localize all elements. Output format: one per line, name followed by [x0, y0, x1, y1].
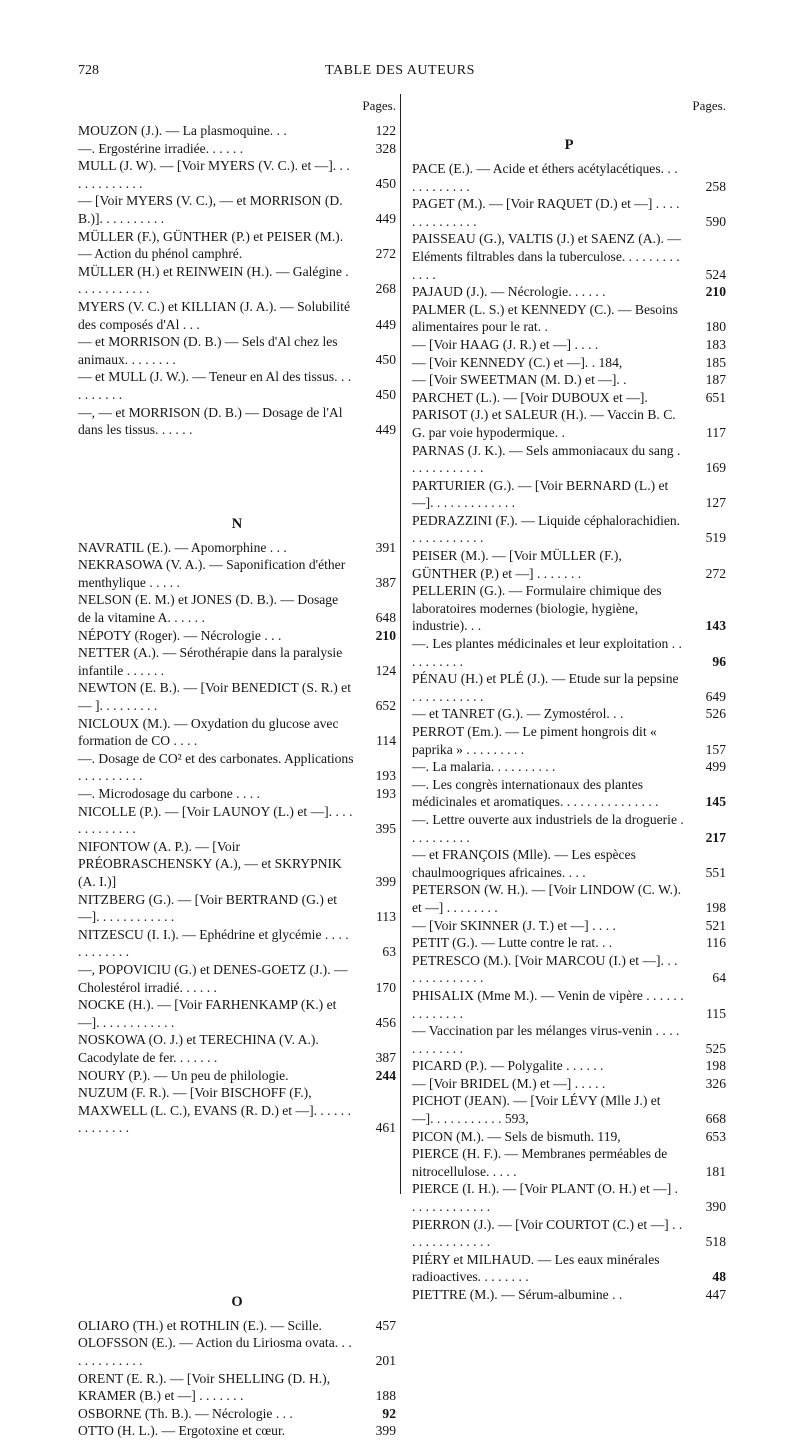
index-entry: [412, 160, 726, 195]
index-entry: [412, 846, 726, 881]
index-entry: [78, 140, 396, 158]
entry-text: OTTO (H. L.). — Ergotoxine et cœur.: [78, 1423, 286, 1439]
index-entry: [78, 333, 396, 368]
entry-page-number: 272: [375, 246, 396, 262]
entry-text: — [Voir SKINNER (J. T.) et —] . . . .: [412, 917, 616, 933]
entry-text: MÜLLER (F.), GÜNTHER (P.) et PEISER (M.). — Action du phénol camphré.: [78, 228, 344, 262]
entry-text: PERROT (Em.). — Le piment hongrois dit « paprika » . . . . . . . . .: [412, 724, 657, 757]
entry-text: NITZBERG (G.). — [Voir BERTRAND (G.) et —]. . . . . . . . . . . .: [78, 891, 338, 925]
entry-page-number: 210: [705, 284, 726, 300]
entry-text: — et MULL (J. W.). — Teneur en Al des tissus. . . . . . . . . .: [78, 369, 352, 402]
index-entry: [78, 1370, 396, 1405]
entry-page-number: 217: [705, 829, 726, 845]
entry-page-number: 648: [375, 610, 396, 626]
entry-page-number: 193: [375, 768, 396, 784]
entry-page-number: 193: [375, 786, 396, 801]
index-entry: [78, 961, 396, 996]
left-column: [78, 96, 396, 1440]
index-entry: [412, 705, 726, 723]
entry-text: PIETTRE (M.). — Sérum-albumine . .: [412, 1287, 623, 1302]
entry-text: PIÉRY et MILHAUD. — Les eaux minérales radioactives. . . . . . . .: [412, 1251, 660, 1285]
entry-page-number: 449: [375, 210, 396, 226]
entry-page-number: 668: [705, 1111, 726, 1127]
entry-text: —, — et MORRISON (D. B.) — Dosage de l'Al dans les tissus. . . . . .: [78, 404, 343, 438]
entry-text: PIERRON (J.). — [Voir COURTOT (C.) et —] . . . . . . . . . . . . . .: [412, 1216, 683, 1250]
entry-page-number: 499: [705, 759, 726, 775]
entry-page-number: 170: [375, 979, 396, 995]
entry-page-number: 258: [705, 178, 726, 194]
entry-text: PALMER (L. S.) et KENNEDY (C.). — Besoins alimentaires pour le rat. .: [412, 301, 678, 335]
index-entry: [412, 354, 726, 372]
index-entry: [412, 406, 726, 441]
entry-page-number: 124: [375, 662, 396, 678]
entry-text: NITZESCU (I. I.). — Ephédrine et glycémie . . . . . . . . . . . .: [78, 926, 349, 960]
index-entry: [78, 1317, 396, 1335]
entry-page-number: 116: [706, 935, 726, 951]
entry-page-number: 328: [375, 140, 396, 156]
entry-text: MOUZON (J.). — La plasmoquine. . .: [78, 123, 287, 138]
running-title: TABLE DES AUTEURS: [325, 63, 475, 78]
entry-page-number: 210: [375, 627, 396, 643]
entry-text: NAVRATIL (E.). — Apomorphine . . .: [78, 539, 287, 555]
entry-text: PARNAS (J. K.). — Sels ammoniacaux du sang . . . . . . . . . . . .: [412, 442, 681, 476]
entry-page-number: 450: [375, 386, 396, 402]
entry-text: PETRESCO (M.). [Voir MARCOU (I.) et —]. . . . . . . . . . . . . .: [412, 952, 678, 986]
index-entry: [412, 230, 726, 283]
entry-page-number: 63: [382, 944, 396, 960]
entry-page-number: 96: [712, 653, 726, 669]
entry-text: — Vaccination par les mélanges virus-venin . . . . . . . . . . . .: [412, 1023, 680, 1056]
entry-text: NEWTON (E. B.). — [Voir BENEDICT (S. R.) et — ]. . . . . . . . .: [78, 680, 351, 714]
entry-page-number: 169: [705, 460, 726, 476]
index-entry: [412, 1251, 726, 1286]
index-entry: [412, 301, 726, 336]
entry-page-number: 387: [375, 1049, 396, 1065]
entry-page-number: 387: [375, 574, 396, 590]
index-entry: [78, 122, 396, 140]
index-entry: [412, 195, 726, 230]
entry-page-number: 115: [706, 1005, 726, 1021]
entry-text: —. Les congrès internationaux des plantes médicinales et aromatiques. . . . . . . . . . . . . . .: [412, 776, 659, 810]
entry-text: NOURY (P.). — Un peu de philologie.: [78, 1067, 289, 1083]
index-entry: [78, 627, 396, 645]
entry-page-number: 198: [705, 1058, 726, 1074]
section-letter: O: [231, 1293, 243, 1310]
index-entry: [412, 670, 726, 705]
entry-text: PAGET (M.). — [Voir RAQUET (D.) et —] . . . . . . . . . . . . . .: [412, 196, 680, 229]
index-entry: [412, 1092, 726, 1127]
index-entry: [78, 556, 396, 591]
right-column: [412, 96, 726, 1304]
index-entry: [78, 996, 396, 1031]
index-entry: [78, 1031, 396, 1066]
entry-text: —. Lettre ouverte aux industriels de la droguerie . . . . . . . . . .: [412, 811, 684, 845]
entry-page-number: 180: [705, 319, 726, 335]
entry-page-number: 651: [705, 389, 726, 405]
entry-page-number: 181: [705, 1163, 726, 1179]
entry-page-number: 157: [705, 741, 726, 757]
entry-page-number: 185: [705, 354, 726, 370]
entry-text: PARISOT (J.) et SALEUR (H.). — Vaccin B. C. G. par voie hypodermique. .: [412, 407, 676, 440]
index-entry: [412, 881, 726, 916]
section-letter: P: [564, 137, 574, 153]
entry-page-number: 450: [375, 351, 396, 367]
index-entry: [412, 1145, 726, 1180]
entry-page-number: 449: [375, 422, 396, 438]
entry-text: — [Voir BRIDEL (M.) et —] . . . . .: [412, 1075, 606, 1091]
index-entry: [412, 1286, 726, 1304]
entry-page-number: 268: [375, 281, 396, 297]
entry-page-number: 525: [705, 1040, 726, 1056]
index-entry: [78, 1084, 396, 1137]
index-entry: [78, 750, 396, 785]
entry-text: PARTURIER (G.). — [Voir BERNARD (L.) et —]. . . . . . . . . . . . .: [412, 477, 669, 511]
entry-page-number: 201: [375, 1353, 396, 1369]
index-entry: [78, 591, 396, 626]
entry-page-number: 652: [375, 698, 396, 714]
entry-page-number: 64: [712, 970, 726, 986]
index-entry: [412, 776, 726, 811]
index-entry: [412, 582, 726, 635]
index-entry: [78, 404, 396, 439]
index-entry: [78, 539, 396, 557]
entry-page-number: 518: [705, 1234, 726, 1250]
entry-text: — et FRANÇOIS (Mlle). — Les espèces chaulmoogriques africaines. . . .: [412, 847, 636, 880]
entry-page-number: 187: [705, 372, 726, 388]
index-entry: [78, 838, 396, 891]
entry-text: PICHOT (JEAN). — [Voir LÉVY (Mlle J.) et —]. . . . . . . . . . . 593,: [412, 1093, 661, 1127]
entry-text: MULL (J. W). — [Voir MYERS (V. C.). et —]. . . . . . . . . . . . .: [78, 158, 350, 191]
index-entry: [412, 442, 726, 477]
index-entry: [412, 1057, 726, 1075]
index-entry: [412, 1216, 726, 1251]
index-entry: [78, 228, 396, 263]
entry-page-number: 649: [705, 688, 726, 704]
index-entry: [412, 952, 726, 987]
index-entry: [412, 1022, 726, 1057]
entry-page-number: 524: [705, 266, 726, 282]
entry-page-number: 272: [705, 565, 726, 581]
entry-text: PICON (M.). — Sels de bismuth. 119,: [412, 1128, 621, 1144]
entry-text: ORENT (E. R.). — [Voir SHELLING (D. H.), KRAMER (B.) et —] . . . . . . .: [78, 1370, 331, 1404]
index-entry: [78, 263, 396, 298]
index-entry: [412, 811, 726, 846]
entry-text: NELSON (E. M.) et JONES (D. B.). — Dosage de la vitamine A. . . . . .: [78, 592, 339, 626]
index-entry: [412, 758, 726, 776]
pages-label: Pages.: [362, 98, 396, 113]
entry-text: NÉPOTY (Roger). — Nécrologie . . .: [78, 627, 282, 643]
entry-text: — [Voir HAAG (J. R.) et —] . . . .: [412, 336, 599, 352]
entry-text: NOSKOWA (O. J.) et TERECHINA (V. A.). Cacodylate de fer. . . . . . .: [78, 1032, 319, 1065]
index-entry: [412, 723, 726, 758]
entry-text: PIERCE (I. H.). — [Voir PLANT (O. H.) et —] . . . . . . . . . . . . .: [412, 1181, 679, 1215]
entry-page-number: 326: [705, 1075, 726, 1091]
entry-text: NICLOUX (M.). — Oxydation du glucose avec formation de CO . . . .: [78, 715, 339, 749]
entry-text: —. La malaria. . . . . . . . . .: [412, 759, 556, 775]
entry-text: MYERS (V. C.) et KILLIAN (J. A.). — Solubilité des composés d'Al . . .: [78, 298, 350, 332]
entry-text: OLIARO (TH.) et ROTHLIN (E.). — Scille.: [78, 1317, 322, 1333]
entry-text: NIFONTOW (A. P.). — [Voir PRÉOBRASCHENSKY (A.), — et SKRYPNIK (A. I.)]: [78, 838, 342, 889]
index-entry: [412, 512, 726, 547]
entry-page-number: 198: [705, 899, 726, 915]
index-entry: [412, 389, 726, 407]
entry-page-number: 447: [705, 1287, 726, 1302]
index-entry: [78, 679, 396, 714]
entry-page-number: 92: [382, 1405, 396, 1421]
index-entry: [412, 547, 726, 582]
index-entry: [412, 1075, 726, 1093]
index-entry: [412, 477, 726, 512]
entry-page-number: 390: [705, 1199, 726, 1215]
entry-page-number: 395: [375, 821, 396, 837]
index-entry: [412, 987, 726, 1022]
entry-page-number: 143: [705, 618, 726, 634]
section-letter: N: [231, 515, 243, 532]
entry-text: PÉNAU (H.) et PLÉ (J.). — Etude sur la pepsine . . . . . . . . . . .: [412, 671, 679, 704]
index-entry: [78, 715, 396, 750]
index-entry: [78, 157, 396, 192]
entry-page-number: 526: [705, 706, 726, 722]
entry-text: PAJAUD (J.). — Nécrologie. . . . . .: [412, 284, 606, 300]
entry-text: NOCKE (H.). — [Voir FARHENKAMP (K.) et —]. . . . . . . . . . . .: [78, 997, 337, 1030]
entry-text: — [Voir SWEETMAN (M. D.) et —]. .: [412, 372, 627, 388]
entry-text: —. Les plantes médicinales et leur exploitation . . . . . . . . . .: [412, 636, 682, 669]
entry-text: NUZUM (F. R.). — [Voir BISCHOFF (F.), MAXWELL (L. C.), EVANS (R. D.) et —]. . . . . . . . . . . . . .: [78, 1085, 351, 1136]
entry-page-number: 399: [375, 873, 396, 889]
entry-page-number: 519: [705, 530, 726, 546]
entry-text: OSBORNE (Th. B.). — Nécrologie . . .: [78, 1405, 293, 1421]
entry-text: — et MORRISON (D. B.) — Sels d'Al chez les animaux. . . . . . . .: [78, 334, 338, 367]
index-entry: [412, 934, 726, 952]
index-entry: [78, 1405, 396, 1423]
index-entry: [78, 368, 396, 403]
entry-page-number: 450: [375, 175, 396, 191]
entry-page-number: 48: [712, 1269, 726, 1285]
index-entry: [78, 891, 396, 926]
index-entry: [412, 1180, 726, 1215]
entry-text: —. Microdosage du carbone . . . .: [78, 786, 260, 801]
index-entry: [78, 785, 396, 803]
index-entry: [412, 336, 726, 354]
index-entry: [78, 803, 396, 838]
entry-text: — [Voir MYERS (V. C.), — et MORRISON (D. B.)]. . . . . . . . . .: [78, 193, 343, 226]
index-entry: [412, 1128, 726, 1146]
index-entry: [412, 371, 726, 389]
entry-page-number: 457: [375, 1317, 396, 1333]
entry-page-number: 461: [375, 1120, 396, 1136]
entry-page-number: 114: [376, 733, 396, 749]
entry-page-number: 399: [375, 1423, 396, 1439]
index-entry: [412, 283, 726, 301]
entry-text: OLOFSSON (E.). — Action du Liriosma ovata. . . . . . . . . . . . .: [78, 1335, 352, 1369]
entry-page-number: 183: [705, 336, 726, 352]
entry-text: NEKRASOWA (V. A.). — Saponification d'éther menthylique . . . . .: [78, 557, 346, 590]
entry-page-number: 244: [375, 1067, 396, 1083]
entry-text: PEISER (M.). — [Voir MÜLLER (F.), GÜNTHER (P.) et —] . . . . . . .: [412, 548, 622, 581]
index-entry: [412, 635, 726, 670]
index-entry: [78, 1334, 396, 1369]
entry-page-number: 145: [705, 794, 726, 810]
index-entry: [78, 192, 396, 227]
index-entry: [412, 917, 726, 935]
entry-text: PELLERIN (G.). — Formulaire chimique des laboratoires modernes (biologie, hygiène, industrie). . .: [412, 583, 662, 634]
entry-text: — et TANRET (G.). — Zymostérol. . .: [412, 706, 624, 722]
entry-page-number: 551: [705, 864, 726, 880]
entry-page-number: 521: [705, 917, 726, 933]
entry-page-number: 122: [375, 123, 396, 138]
entry-text: — [Voir KENNEDY (C.) et —]. . 184,: [412, 354, 623, 370]
entry-text: PIERCE (H. F.). — Membranes perméables de nitrocellulose. . . . .: [412, 1146, 668, 1179]
pages-label: Pages.: [692, 98, 726, 113]
entry-text: NICOLLE (P.). — [Voir LAUNOY (L.) et —]. . . . . . . . . . . . .: [78, 803, 353, 837]
entry-text: PHISALIX (Mme M.). — Venin de vipère . . . . . . . . . . . . . .: [412, 987, 684, 1021]
entry-text: PARCHET (L.). — [Voir DUBOUX et —].: [412, 389, 648, 405]
index-entry: [78, 644, 396, 679]
entry-text: PICARD (P.). — Polygalite . . . . . .: [412, 1058, 604, 1074]
entry-text: —. Dosage de CO² et des carbonates. Applications . . . . . . . . . .: [78, 750, 354, 784]
entry-page-number: 449: [375, 316, 396, 332]
index-entry: [78, 1422, 396, 1440]
entry-page-number: 653: [705, 1128, 726, 1144]
column-divider: [400, 94, 401, 1194]
entry-text: —. Ergostérine irradiée. . . . . .: [78, 140, 244, 156]
entry-text: PACE (E.). — Acide et éthers acétylacétiques. . . . . . . . . . . .: [412, 161, 678, 194]
entry-page-number: 117: [706, 424, 726, 440]
index-entry: [78, 298, 396, 333]
entry-page-number: 391: [375, 539, 396, 555]
index-entry: [78, 926, 396, 961]
entry-page-number: 113: [376, 909, 396, 925]
index-entry: [78, 1067, 396, 1085]
entry-text: PETERSON (W. H.). — [Voir LINDOW (C. W.). et —] . . . . . . . .: [412, 882, 681, 915]
entry-text: PAISSEAU (G.), VALTIS (J.) et SAENZ (A.). — Eléments filtrables dans la tuberculose. . . . . . . . . . . . .: [412, 231, 681, 282]
page-number: 728: [78, 63, 99, 78]
entry-page-number: 188: [375, 1388, 396, 1404]
entry-text: PETIT (G.). — Lutte contre le rat. . .: [412, 935, 613, 951]
entry-page-number: 590: [705, 213, 726, 229]
entry-text: PEDRAZZINI (F.). — Liquide céphalorachidien. . . . . . . . . . . .: [412, 512, 681, 546]
entry-text: MÜLLER (H.) et REINWEIN (H.). — Galégine . . . . . . . . . . . .: [78, 263, 349, 297]
entry-text: —, POPOVICIU (G.) et DENES-GOETZ (J.). — Cholestérol irradié. . . . . .: [78, 961, 348, 995]
entry-page-number: 456: [375, 1014, 396, 1030]
entry-page-number: 127: [705, 495, 726, 511]
entry-text: NETTER (A.). — Sérothérapie dans la paralysie infantile . . . . . .: [78, 645, 343, 678]
